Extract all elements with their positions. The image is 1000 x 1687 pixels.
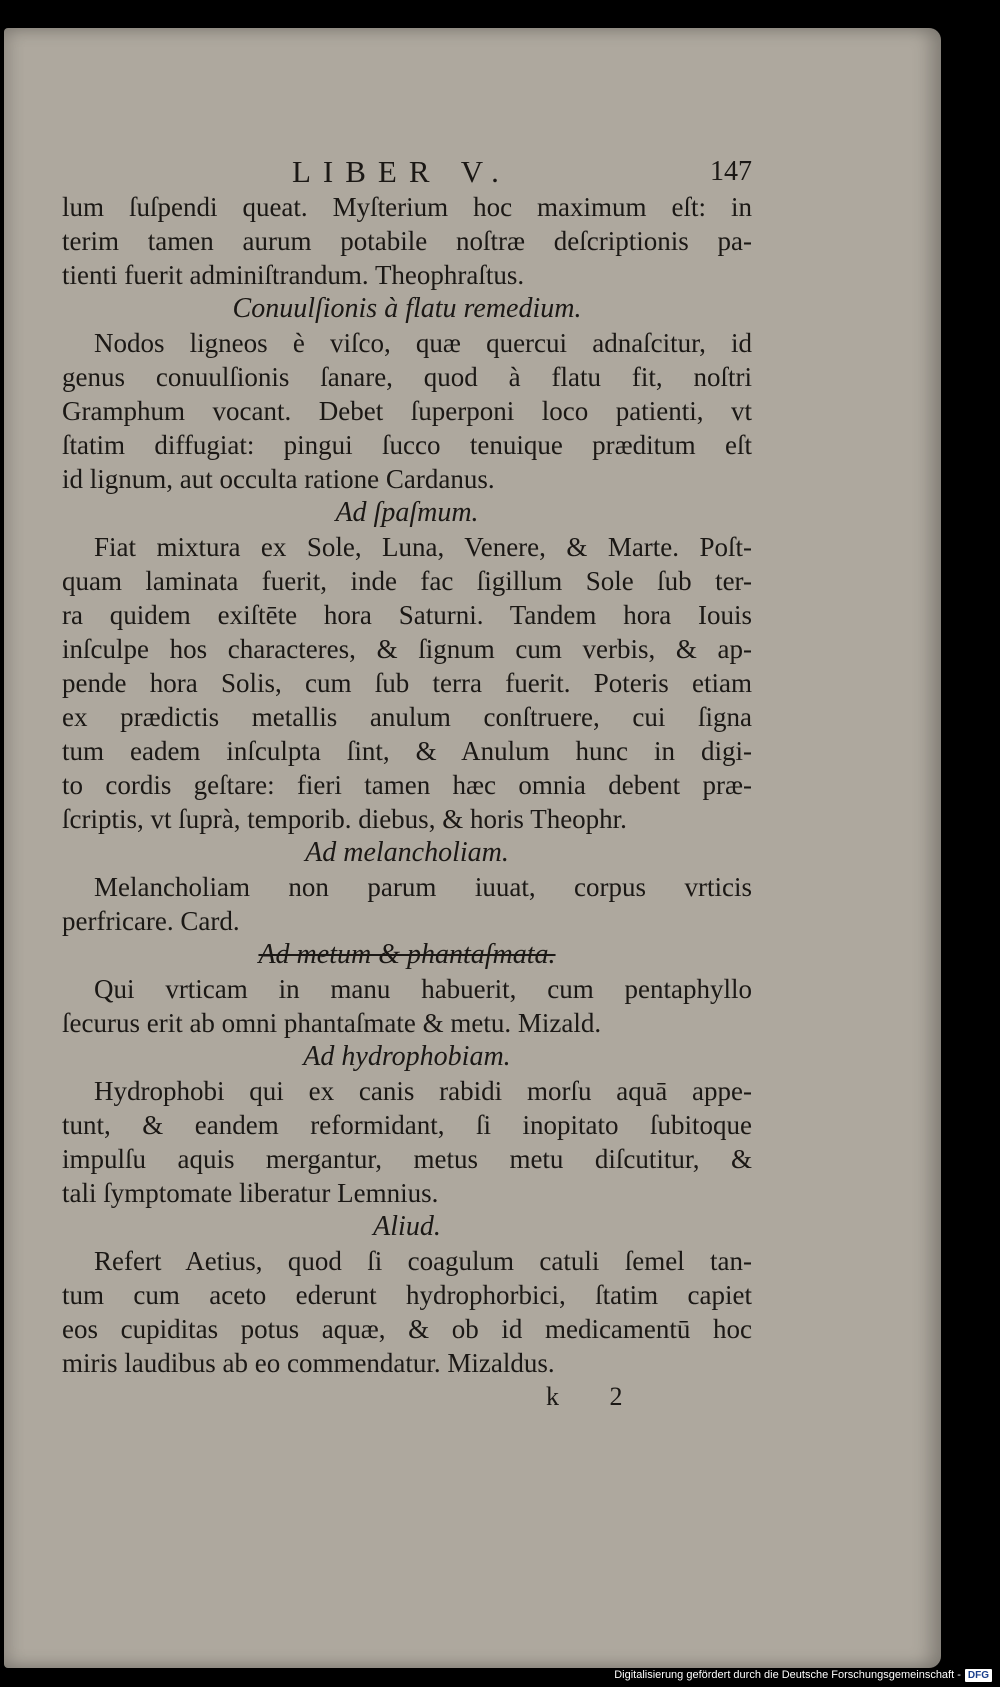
book-page <box>4 28 941 1668</box>
text-section <box>62 1210 752 1380</box>
text-line: tum eadem inſculpta ſint, & Anulum hunc in digi- <box>62 736 752 766</box>
text-line: ra quidem exiſtēte hora Saturni. Tandem hora Iouis <box>62 600 752 630</box>
signature-mark: k 2 <box>546 1382 645 1411</box>
text-line: to cordis geſtare: fieri tamen hæc omnia debent præ- <box>62 770 752 800</box>
text-line: tunt, & eandem reformidant, ſi inopitato ſubitoque <box>62 1110 752 1140</box>
running-head <box>62 150 752 190</box>
text-line: impulſu aquis mergantur, metus metu diſcutitur, & <box>62 1144 752 1174</box>
text-line: eos cupiditas potus aquæ, & ob id medicamentū hoc <box>62 1314 752 1344</box>
text-section <box>62 836 752 938</box>
page-number: 147 <box>710 156 752 187</box>
running-title: LIBER V. <box>292 154 511 189</box>
text-line: ſecurus erit ab omni phantaſmate & metu. Mizald. <box>62 1008 602 1038</box>
section-heading: Ad hydrophobiam. <box>303 1041 511 1072</box>
text-line: lum ſuſpendi queat. Myſterium hoc maximum eſt: in <box>62 192 752 222</box>
text-line: quam laminata fuerit, inde fac ſigillum Sole ſub ter- <box>62 566 752 596</box>
section-heading: Conuulſionis à flatu remedium. <box>232 293 582 324</box>
text-line: id lignum, aut occulta ratione Cardanus. <box>62 464 495 494</box>
text-line: tum cum aceto ederunt hydrophorbici, ſtatim capiet <box>62 1280 752 1310</box>
text-line: Hydrophobi qui ex canis rabidi morſu aquā appe- <box>94 1076 752 1106</box>
text-line: inſculpe hos characteres, & ſignum cum verbis, & ap- <box>62 634 752 664</box>
text-section <box>62 292 752 496</box>
text-section <box>62 938 752 1040</box>
text-line: ſtatim diffugiat: pingui ſucco tenuique præditum eſt <box>62 430 752 460</box>
text-section <box>62 190 752 292</box>
text-line: ex prædictis metallis anulum conſtruere, cui ſigna <box>62 702 752 732</box>
text-line: Nodos ligneos è viſco, quæ quercui adnaſcitur, id <box>94 328 752 358</box>
section-heading: Aliud. <box>373 1211 441 1242</box>
text-line: Fiat mixtura ex Sole, Luna, Venere, & Marte. Poſt- <box>94 532 752 562</box>
footer-credit: Digitalisierung gefördert durch die Deutsche Forschungsgemeinschaft - <box>614 1669 961 1681</box>
text-section <box>62 1040 752 1210</box>
text-line: Melancholiam non parum iuuat, corpus vrticis <box>94 872 752 902</box>
dfg-logo-icon: DFG <box>965 1669 992 1682</box>
section-heading: Ad melancholiam. <box>305 837 509 868</box>
text-line: ſcriptis, vt ſuprà, temporib. diebus, & horis Theophr. <box>62 804 627 834</box>
text-line: pende hora Solis, cum ſub terra fuerit. Poteris etiam <box>62 668 752 698</box>
text-line: miris laudibus ab eo commendatur. Mizaldus. <box>62 1348 555 1378</box>
text-section <box>62 496 752 836</box>
text-line: terim tamen aurum potabile noſtræ deſcriptionis pa- <box>62 226 752 256</box>
section-heading: Ad ſpaſmum. <box>335 497 479 528</box>
page-text-block <box>62 150 752 1420</box>
text-line: tali ſymptomate liberatur Lemnius. <box>62 1178 439 1208</box>
text-line: genus conuulſionis ſanare, quod à flatu fit, noſtri <box>62 362 752 392</box>
digitization-footer <box>614 1667 992 1683</box>
text-line: Gramphum vocant. Debet ſuperponi loco patienti, vt <box>62 396 752 426</box>
text-line: Qui vrticam in manu habuerit, cum pentaphyllo <box>94 974 752 1004</box>
section-heading: Ad metum & phantaſmata. <box>258 939 556 970</box>
text-line: Refert Aetius, quod ſi coagulum catuli ſemel tan- <box>94 1246 752 1276</box>
text-line: tienti fuerit adminiſtrandum. Theophraſtus. <box>62 260 525 290</box>
text-line: perfricare. Card. <box>62 906 240 936</box>
signature-mark-row <box>62 1380 752 1420</box>
